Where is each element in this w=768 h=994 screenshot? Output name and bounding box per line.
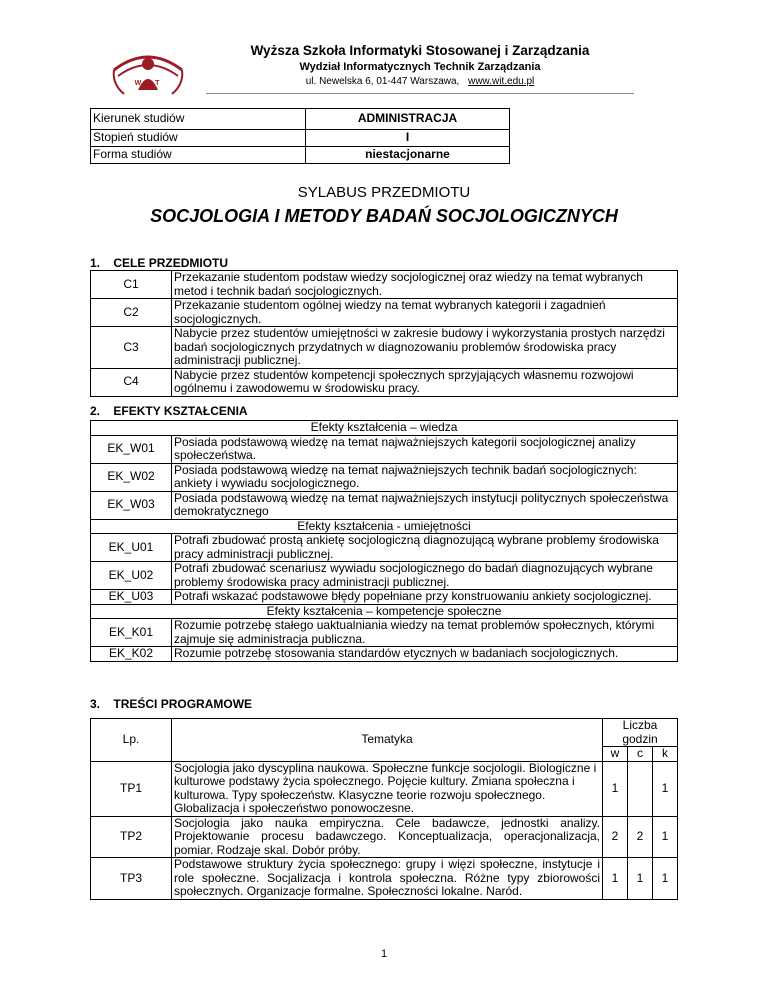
address: ul. Newelska 6, 01-447 Warszawa, <box>305 76 460 87</box>
goal-text: Przekazanie studentom podstaw wiedzy socjologicznej oraz wiedzy na temat wybranych metod i technik badań socjologicznych. <box>172 271 678 299</box>
outcome-code: EK_U01 <box>91 534 172 562</box>
section-2-heading <box>90 404 248 418</box>
address-line <box>200 76 640 87</box>
hours-c: 2 <box>628 816 653 858</box>
topic-lp: TP1 <box>91 761 172 816</box>
topic-text: Socjologia jako dyscyplina naukowa. Społeczne funkcje socjologii. Biologiczne i kulturowe podstawy życia społecznego. Pojęcie kultury. Zmiana społeczna i kulturowa. Typy społeczeństw. Klasyczne teorie rozwoju społecznego. Globalizacja i społeczeństwo ponowoczesne. <box>172 761 603 816</box>
hours-w: 1 <box>603 858 628 900</box>
info-table <box>90 108 510 164</box>
col-header-lp: Lp. <box>91 719 172 762</box>
outcome-code: EK_K02 <box>91 647 172 662</box>
header-row <box>91 719 678 747</box>
hours-c <box>628 761 653 816</box>
col-header-hours <box>603 719 678 747</box>
table-row <box>91 590 678 605</box>
outcome-code: EK_U02 <box>91 562 172 590</box>
outcomes-table <box>90 420 678 662</box>
goal-text: Przekazanie studentom ogólnej wiedzy na temat wybranych kategorii i zagadnień socjologicznych. <box>172 299 678 327</box>
goals-table <box>90 270 678 397</box>
info-value: ADMINISTRACJA <box>306 109 510 130</box>
outcome-text: Rozumie potrzebę stałego uaktualniania wiedzy na temat problemów społecznych, którymi zajmuje się administracja publiczna. <box>172 619 678 647</box>
header-rule <box>206 93 634 94</box>
info-label: Kierunek studiów <box>91 109 306 130</box>
table-row <box>91 619 678 647</box>
outcome-text: Potrafi wskazać podstawowe błędy popełniane przy konstruowaniu ankiety socjologicznej. <box>172 590 678 605</box>
hours-c: 1 <box>628 858 653 900</box>
outcome-code: EK_K01 <box>91 619 172 647</box>
hours-line-1: Liczba <box>622 718 658 732</box>
outcome-text: Posiada podstawową wiedzę na temat najważniejszych instytucji politycznych społeczeństwa demokratycznego <box>172 491 678 519</box>
school-name: Wyższa Szkoła Informatyki Stosowanej i Zarządzania <box>250 43 590 58</box>
topic-lp: TP2 <box>91 816 172 858</box>
info-row <box>91 130 510 147</box>
group-heading-row <box>91 604 678 619</box>
topic-text: Socjologia jako nauka empiryczna. Cele badawcze, jednostki analizy. Projektowanie procesu badawczego. Konceptualizacja, operacjonalizacja, pomiar. Rodzaje skal. Dobór próby. <box>172 816 603 858</box>
table-row <box>91 858 678 900</box>
goal-code: C3 <box>91 327 172 369</box>
table-row <box>91 562 678 590</box>
table-row <box>91 271 678 299</box>
goal-code: C4 <box>91 368 172 396</box>
table-row <box>91 491 678 519</box>
info-row <box>91 109 510 130</box>
table-row <box>91 299 678 327</box>
outcome-text: Potrafi zbudować prostą ankietę socjologiczną diagnozującą wybrane problemy środowiska pracy administracji publicznej. <box>172 534 678 562</box>
table-row <box>91 534 678 562</box>
group-heading-row <box>91 421 678 436</box>
info-row <box>91 147 510 164</box>
goal-code: C1 <box>91 271 172 299</box>
website-link[interactable]: www.wit.edu.pl <box>468 76 535 87</box>
program-table <box>90 718 678 900</box>
table-row <box>91 647 678 662</box>
section-3-heading <box>90 697 252 711</box>
section-title: TREŚCI PROGRAMOWE <box>113 697 253 711</box>
hours-k: 1 <box>653 761 678 816</box>
goal-text: Nabycie przez studentów kompetencji społecznych sprzyjających własnemu rozwojowi ogólnemu i zawodowemu w środowisku pracy. <box>172 368 678 396</box>
page-number: 1 <box>380 948 388 960</box>
school-logo <box>108 40 188 102</box>
table-row <box>91 368 678 396</box>
info-value: I <box>306 130 510 147</box>
col-header-w: w <box>603 747 628 762</box>
hours-k: 1 <box>653 816 678 858</box>
section-title: CELE PRZEDMIOTU <box>113 256 229 270</box>
section-1-heading <box>90 256 228 270</box>
faculty-name: Wydział Informatycznych Technik Zarządzania <box>299 61 541 73</box>
outcome-code: EK_W01 <box>91 435 172 463</box>
logo-text: W I T <box>134 80 162 87</box>
group-heading: Efekty kształcenia – kompetencje społeczne <box>91 604 678 619</box>
group-heading-row <box>91 519 678 534</box>
outcome-text: Posiada podstawową wiedzę na temat najważniejszych technik badań socjologicznych: ankiety i wywiadu socjologicznego. <box>172 463 678 491</box>
table-row <box>91 761 678 816</box>
section-number: 3. <box>90 697 101 711</box>
group-heading: Efekty kształcenia – wiedza <box>91 421 678 436</box>
info-label: Stopień studiów <box>91 130 306 147</box>
outcome-code: EK_W02 <box>91 463 172 491</box>
hours-w: 1 <box>603 761 628 816</box>
hours-k: 1 <box>653 858 678 900</box>
outcome-text: Potrafi zbudować scenariusz wywiadu socjologicznego do badań diagnozujących wybrane problemy środowiska pracy administracji publicznej. <box>172 562 678 590</box>
table-row <box>91 816 678 858</box>
hours-line-2: godzin <box>622 731 658 746</box>
info-label: Forma studiów <box>91 147 306 164</box>
col-header-topic: Tematyka <box>172 719 603 762</box>
goal-code: C2 <box>91 299 172 327</box>
outcome-code: EK_W03 <box>91 491 172 519</box>
group-heading: Efekty kształcenia - umiejętności <box>91 519 678 534</box>
section-title: EFEKTY KSZTAŁCENIA <box>113 404 248 418</box>
outcome-code: EK_U03 <box>91 590 172 605</box>
outcome-text: Posiada podstawową wiedzę na temat najważniejszych kategorii socjologicznej analizy społeczeństwa. <box>172 435 678 463</box>
goal-text: Nabycie przez studentów umiejętności w zakresie budowy i wykorzystania prostych narzędzi badań socjologicznych przydatnych w diagnozowaniu problemów środowiska pracy administracji publicznej. <box>172 327 678 369</box>
table-row <box>91 463 678 491</box>
outcome-text: Rozumie potrzebę stosowania standardów etycznych w badaniach socjologicznych. <box>172 647 678 662</box>
topic-lp: TP3 <box>91 858 172 900</box>
info-value: niestacjonarne <box>306 147 510 164</box>
course-title: SOCJOLOGIA I METODY BADAŃ SOCJOLOGICZNYCH <box>150 206 618 226</box>
col-header-c: c <box>628 747 653 762</box>
table-row <box>91 327 678 369</box>
section-number: 2. <box>90 404 101 418</box>
col-header-k: k <box>653 747 678 762</box>
section-number: 1. <box>90 256 101 270</box>
topic-text: Podstawowe struktury życia społecznego: grupy i więzi społeczne, instytucje i role społeczne. Socjalizacja i kontrola społeczna. Różne typy zbiorowości społecznych. Organizacje formalne. Społeczności lokalne. Naród. <box>172 858 603 900</box>
syllabus-label: SYLABUS PRZEDMIOTU <box>297 184 471 201</box>
table-row <box>91 435 678 463</box>
hours-w: 2 <box>603 816 628 858</box>
